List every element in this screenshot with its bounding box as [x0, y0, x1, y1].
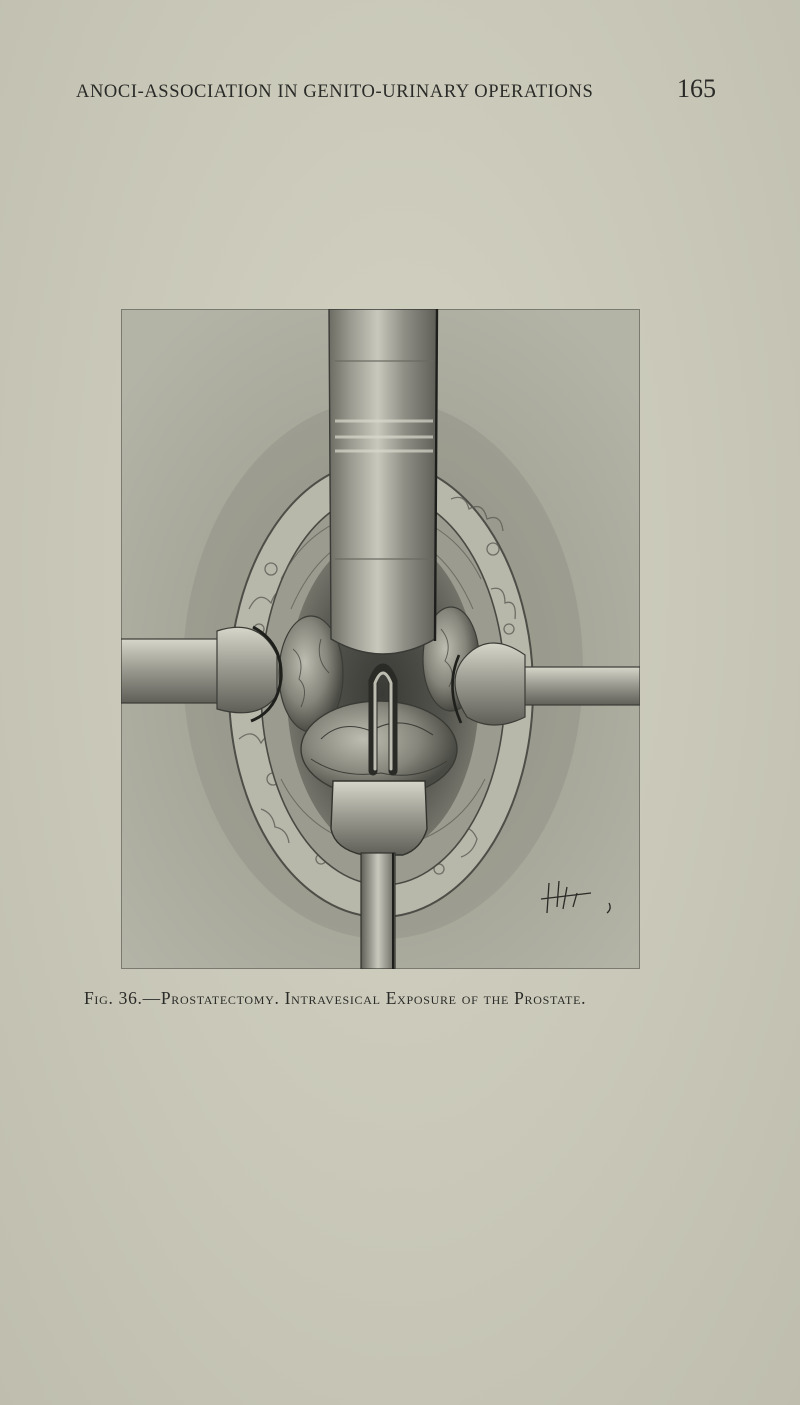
running-head [76, 74, 716, 110]
running-title: ANOCI-ASSOCIATION IN GENITO-URINARY OPERATIONS [76, 82, 594, 102]
figure-plate [121, 309, 640, 969]
page-number: 165 [677, 74, 716, 103]
figure-caption: Fig. 36.—Prostatectomy. Intravesical Exposure of the Prostate. [84, 988, 587, 1008]
surgical-illustration-icon [121, 309, 640, 969]
